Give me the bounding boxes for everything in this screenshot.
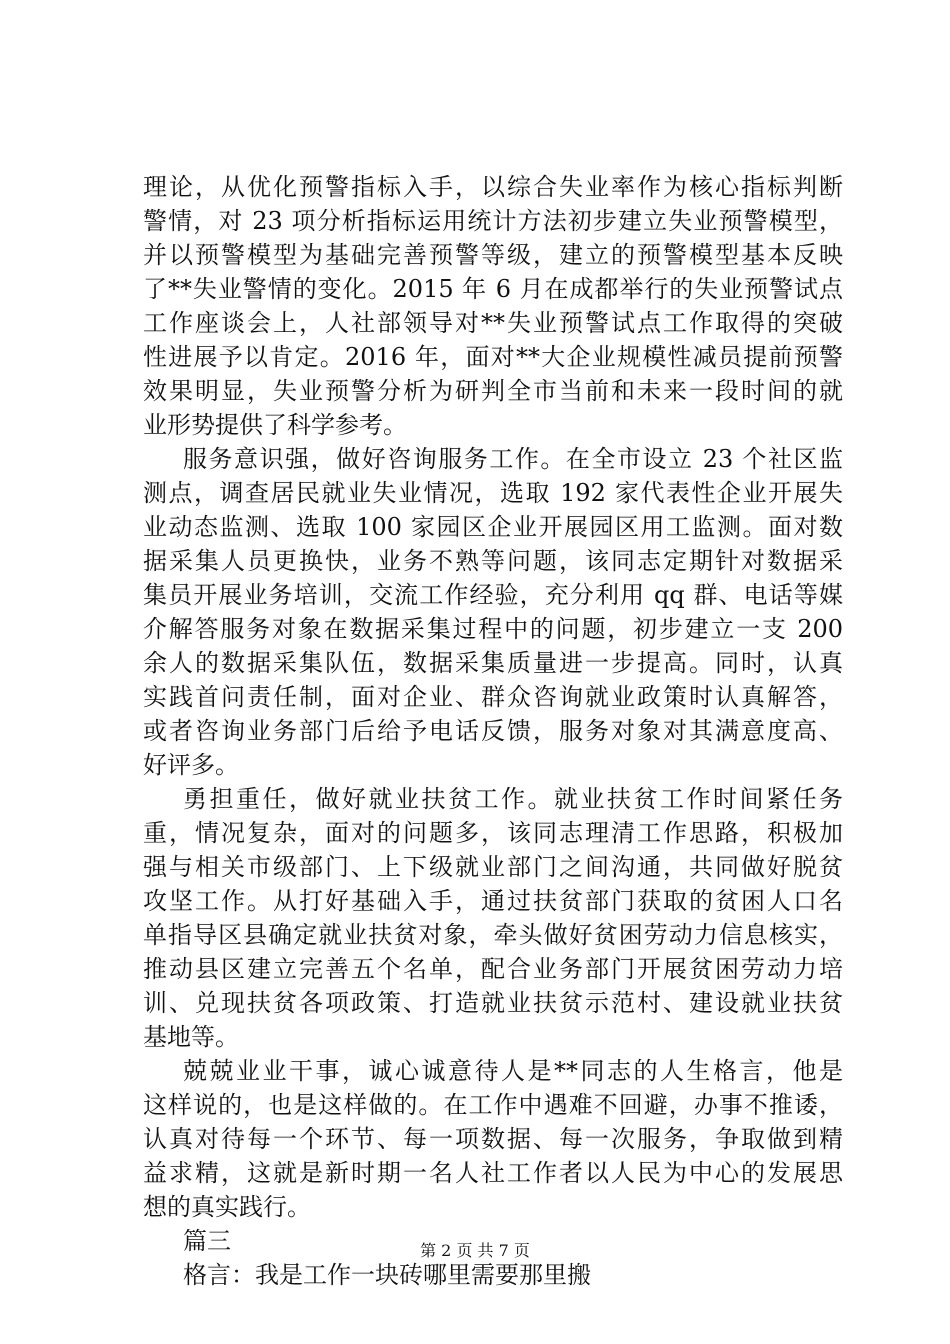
text-line: 理论，从优化预警指标入手，以综合失业率作为核心指标判断 [143,173,843,201]
text-line: 推动县区建立完善五个名单，配合业务部门开展贫困劳动力培 [143,955,843,983]
text-line: 格言：我是工作一块砖哪里需要那里搬 [183,1261,591,1289]
text-line: 介解答服务对象在数据采集过程中的问题，初步建立一支 200 [143,615,843,643]
text-line: 基地等。 [143,1023,239,1051]
text-line: 想的真实践行。 [143,1193,311,1221]
text-line: 性进展予以肯定。2016 年，面对**大企业规模性减员提前预警 [143,343,843,371]
text-line: 集员开展业务培训，交流工作经验，充分利用 qq 群、电话等媒 [143,581,843,609]
text-line: 训、兑现扶贫各项政策、打造就业扶贫示范村、建设就业扶贫 [143,989,843,1017]
text-line: 效果明显，失业预警分析为研判全市当前和未来一段时间的就 [143,377,843,405]
text-line: 篇三 [183,1227,231,1255]
text-line: 据采集人员更换快，业务不熟等问题，该同志定期针对数据采 [143,547,843,575]
text-line: 勇担重任，做好就业扶贫工作。就业扶贫工作时间紧任务 [183,785,843,813]
text-line: 重，情况复杂，面对的问题多，该同志理清工作思路，积极加 [143,819,843,847]
text-line: 业形势提供了科学参考。 [143,411,407,439]
text-line: 实践首问责任制，面对企业、群众咨询就业政策时认真解答， [143,683,843,711]
page-footer: 第 2 页 共 7 页 [420,1241,530,1260]
body-text [143,170,843,1292]
text-line: 业动态监测、选取 100 家园区企业开展园区用工监测。面对数 [143,513,843,541]
text-line: 测点，调查居民就业失业情况，选取 192 家代表性企业开展失 [143,479,843,507]
text-line: 了**失业警情的变化。2015 年 6 月在成都举行的失业预警试点 [143,275,843,303]
text-line: 工作座谈会上，人社部领导对**失业预警试点工作取得的突破 [143,309,843,337]
text-line: 这样说的，也是这样做的。在工作中遇难不回避，办事不推诿， [143,1091,843,1119]
text-line: 单指导区县确定就业扶贫对象，牵头做好贫困劳动力信息核实， [143,921,843,949]
text-line: 或者咨询业务部门后给予电话反馈，服务对象对其满意度高、 [143,717,843,745]
text-line: 警情，对 23 项分析指标运用统计方法初步建立失业预警模型， [143,207,843,235]
text-line: 益求精，这就是新时期一名人社工作者以人民为中心的发展思 [143,1159,843,1187]
text-line: 服务意识强，做好咨询服务工作。在全市设立 23 个社区监 [183,445,843,473]
text-line: 余人的数据采集队伍，数据采集质量进一步提高。同时，认真 [143,649,843,677]
text-line: 好评多。 [143,751,239,779]
text-line: 并以预警模型为基础完善预警等级，建立的预警模型基本反映 [143,241,843,269]
text-line: 兢兢业业干事，诚心诚意待人是**同志的人生格言，他是 [183,1057,843,1085]
text-line: 认真对待每一个环节、每一项数据、每一次服务，争取做到精 [143,1125,843,1153]
text-line: 攻坚工作。从打好基础入手，通过扶贫部门获取的贫困人口名 [143,887,843,915]
text-line: 强与相关市级部门、上下级就业部门之间沟通，共同做好脱贫 [143,853,843,881]
